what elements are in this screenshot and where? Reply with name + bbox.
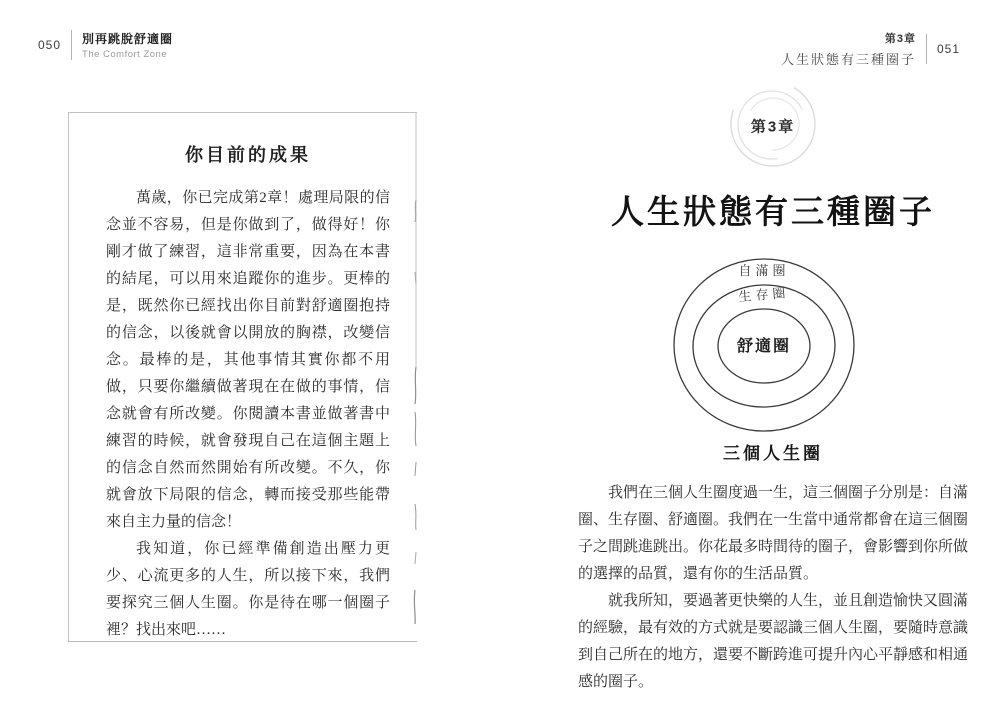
header-divider [926,34,927,64]
inner-circle-label: 舒適圈 [736,338,792,355]
book-title: 別再跳脫舒適圈 [82,32,174,46]
diagram-caption: 三個人生圈 [723,444,823,463]
box-paragraph: 我知道，你已經準備創造出壓力更少、心流更多的人生，所以接下來，我們要探究三個人生圈。你是待在哪一個圈子裡？找出來吧…… [106,541,390,638]
chapter-badge-label: 第3章 [750,118,796,136]
sketch-edge-marks [404,112,426,642]
box-paragraph: 萬歲，你已完成第2章！處理局限的信念並不容易，但是你做到了，做得好！你剛才做了練習，這非常重要，因為在本書的結尾，可以用來追蹤你的進步。更棒的是，既然你已經找出你目前對舒適圈抱持的信念，以後就會以開放的胸襟，改變信念。最棒的是，其他事情其實你都不用做，只要你繼續做著現在在做的事情，信念就會有所改變。你閱讀本書並做著書中練習的時候，就會發現自己在這個主題上的信念自然而然開始有所改變。不久，你就會放下局限的信念，轉而接受那些能帶來自主力量的信念！ [106,190,390,530]
page-number-right: 051 [936,42,960,56]
running-head-right [781,30,960,68]
three-circles-diagram [578,257,968,435]
running-head-left [38,30,173,60]
results-box [68,112,417,642]
body-text [578,480,968,696]
chapter-badge [578,86,968,166]
body-paragraph: 就我所知，要過著更快樂的人生，並且創造愉快又圓滿的經驗，最有效的方式就是要認識三個人生圈，要隨時意識到自己所在的地方，還要不斷跨進可提升內心平靜感和相通感的圈子。 [578,593,969,690]
book-subtitle: The Comfort Zone [82,49,168,60]
chapter-opening-page [578,86,968,696]
outer-ring-label: 自滿圈 [738,263,790,278]
header-divider [71,30,72,60]
page-number-left: 050 [38,38,62,52]
box-title: 你目前的成果 [185,145,311,165]
chapter-title: 人生狀態有三種圈子 [611,195,935,231]
header-chapter-label: 第3章 [884,33,916,45]
header-chapter-title: 人生狀態有三種圈子 [780,52,916,67]
middle-ring-label: 生存圈 [737,284,791,305]
body-paragraph: 我們在三個人生圈度過一生，這三個圈子分別是：自滿圈、生存圈、舒適圈。我們在一生當中通常都會在這三個圈子之間跳進跳出。你花最多時間待的圈子，會影響到你所做的選擇的品質，還有你的生活品質。 [578,485,969,582]
